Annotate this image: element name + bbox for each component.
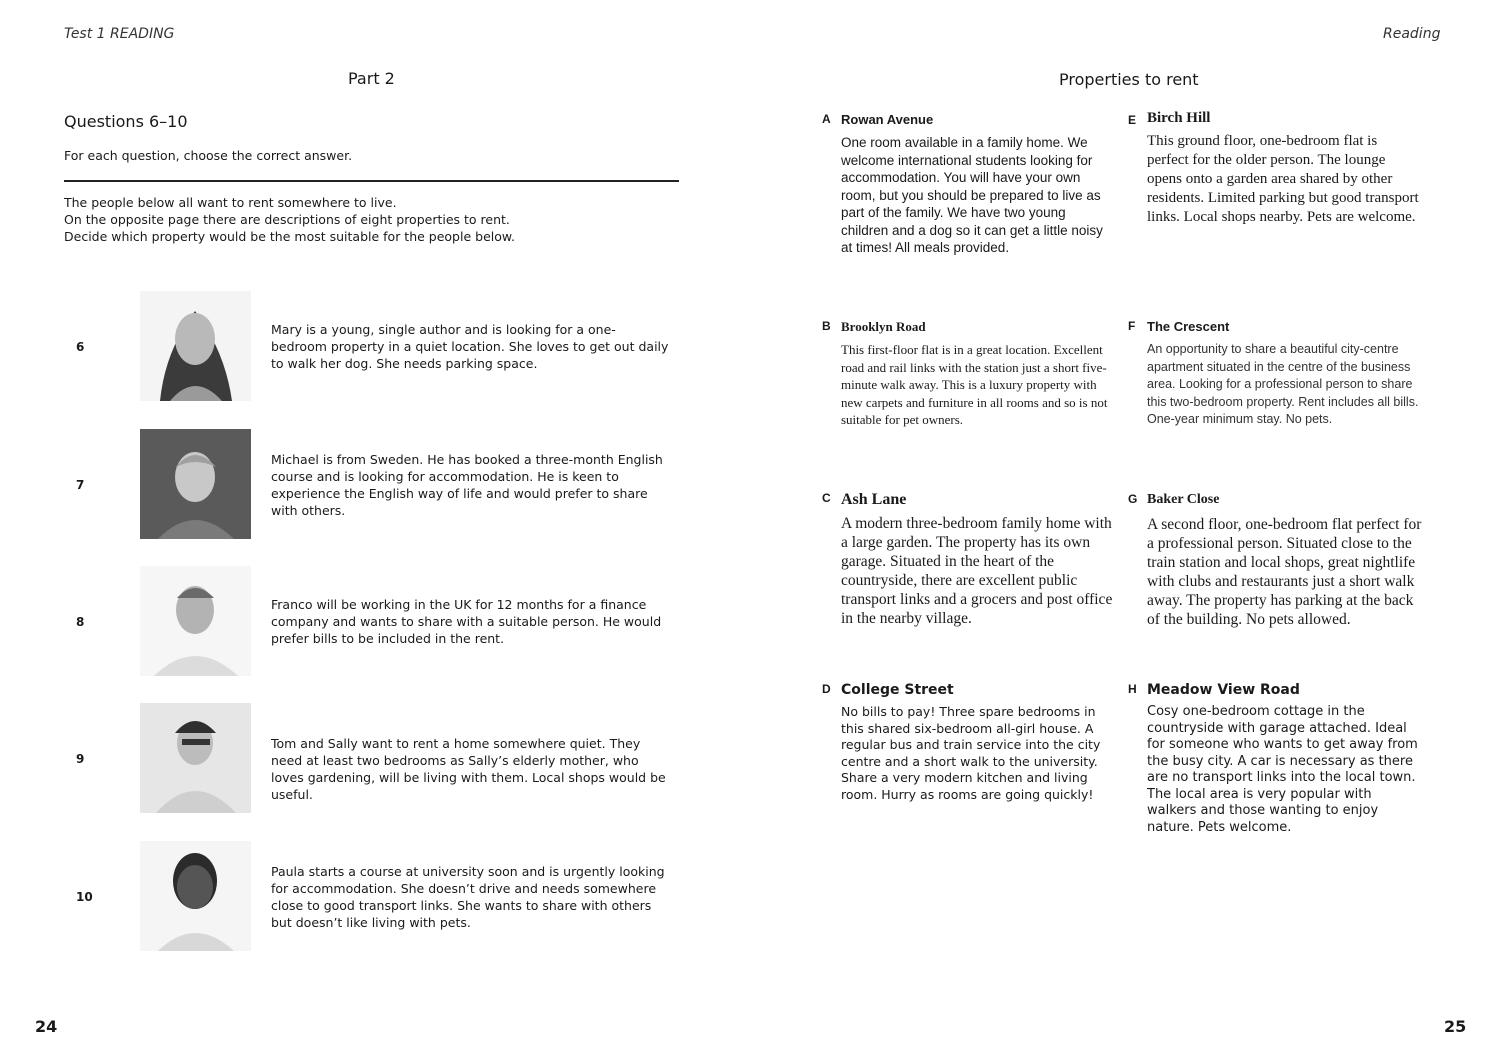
person-description: Tom and Sally want to rent a home somewhere quiet. They need at least two bedrooms as Sally’s elderly mother, who loves gardening, will be living with them. Local shops would be useful. xyxy=(271,736,666,802)
property-letter: G xyxy=(1128,492,1138,506)
instruction: For each question, choose the correct answer. xyxy=(64,148,353,163)
woman-portrait-icon xyxy=(140,291,251,401)
property-description: A modern three-bedroom family home with a large garden. The property has its own garage. Situated in the heart of the countryside, there are excellent public transport links and a grocers and post office in the nearby village. xyxy=(841,515,1113,627)
person-description: Paula starts a course at university soon and is urgently looking for accommodation. She doesn’t drive and needs somewhere close to good transport links. She wants to share with others but doesn’t like living with pets. xyxy=(271,864,665,930)
person-description: Franco will be working in the UK for 12 months for a finance company and wants to share with a suitable person. He would prefer bills to be included in the rent. xyxy=(271,597,662,646)
property-name: College Street xyxy=(841,682,954,698)
property-name: Ash Lane xyxy=(841,491,907,508)
person-portrait-icon xyxy=(140,703,251,813)
intro-line: On the opposite page there are descriptions of eight properties to rent. xyxy=(64,212,510,227)
question-9 xyxy=(64,703,684,815)
intro-line: The people below all want to rent somewhere to live. xyxy=(64,195,397,210)
properties-title: Properties to rent xyxy=(1059,70,1199,89)
property-name: Meadow View Road xyxy=(1147,682,1300,698)
man-portrait-icon xyxy=(140,566,251,676)
question-8 xyxy=(64,566,684,678)
property-description: This ground floor, one-bedroom flat is perfect for the older person. The lounge opens onto a garden area shared by other residents. Limited parking but good transport links. Local shops nearby. Pets are welcome. xyxy=(1147,133,1419,225)
page-number-right: 25 xyxy=(1444,1017,1467,1036)
property-description: An opportunity to share a beautiful city-centre apartment situated in the centre of the business area. Looking for a professional person to share this two-bedroom property. Rent includes all bills. One-year minimum stay. No pets. xyxy=(1147,342,1419,426)
divider xyxy=(64,180,679,182)
man-portrait-icon xyxy=(140,429,251,539)
question-number: 8 xyxy=(76,615,85,629)
page-number-left: 24 xyxy=(35,1017,58,1036)
property-name: The Crescent xyxy=(1147,319,1230,334)
property-letter: D xyxy=(822,682,831,696)
property-description: This first-floor flat is in a great location. Excellent road and rail links with the station just a short five-minute walk away. This is a luxury property with new carpets and furniture in all rooms and so is not suitable for pet owners. xyxy=(841,342,1108,427)
part-title: Part 2 xyxy=(348,69,395,88)
property-description: No bills to pay! Three spare bedrooms in this shared six-bedroom all-girl house. A regular bus and train service into the city centre and a short walk to the university. Share a very modern kitchen and living room. Hurry as rooms are going quickly! xyxy=(841,704,1101,802)
question-6 xyxy=(64,291,684,403)
intro-text xyxy=(64,194,684,245)
question-number: 10 xyxy=(76,890,93,904)
property-letter: E xyxy=(1128,113,1137,127)
property-letter: A xyxy=(822,112,831,126)
question-number: 9 xyxy=(76,752,85,766)
property-description: Cosy one-bedroom cottage in the countryside with garage attached. Ideal for someone who wants to get away from the busy city. A car is necessary as there are no transport links into the local town. The local area is very popular with walkers and those wanting to enjoy nature. Pets welcome. xyxy=(1147,704,1418,835)
running-head-right: Reading xyxy=(1383,26,1441,42)
property-letter: C xyxy=(822,491,831,505)
property-letter: H xyxy=(1128,682,1137,696)
property-name: Rowan Avenue xyxy=(841,112,934,127)
question-7 xyxy=(64,429,684,541)
property-name: Baker Close xyxy=(1147,492,1220,507)
property-name: Brooklyn Road xyxy=(841,319,926,334)
person-description: Michael is from Sweden. He has booked a three-month English course and is looking for accommodation. He is keen to experience the English way of life and would prefer to share with others. xyxy=(271,452,663,518)
question-number: 7 xyxy=(76,478,85,492)
property-description: A second floor, one-bedroom flat perfect for a professional person. Situated close to the train station and local shops, great nightlife with clubs and restaurants just a short walk away. The property has parking at the back of the building. No pets allowed. xyxy=(1147,516,1422,628)
person-description: Mary is a young, single author and is looking for a one-bedroom property in a quiet location. She loves to get out daily to walk her dog. She needs parking space. xyxy=(271,322,669,371)
intro-line: Decide which property would be the most suitable for the people below. xyxy=(64,229,515,244)
questions-title: Questions 6–10 xyxy=(64,112,188,131)
property-name: Birch Hill xyxy=(1147,110,1211,126)
property-letter: B xyxy=(822,319,831,333)
property-description: One room available in a family home. We welcome international students looking for accommodation. You will have your own room, but you should be prepared to live as part of the family. We have two young children and a dog so it can get a little noisy at times! All meals provided. xyxy=(841,135,1103,255)
running-head-left: Test 1 READING xyxy=(64,26,175,42)
woman-portrait-icon xyxy=(140,841,251,951)
question-number: 6 xyxy=(76,340,85,354)
property-letter: F xyxy=(1128,319,1136,333)
question-10 xyxy=(64,841,684,953)
